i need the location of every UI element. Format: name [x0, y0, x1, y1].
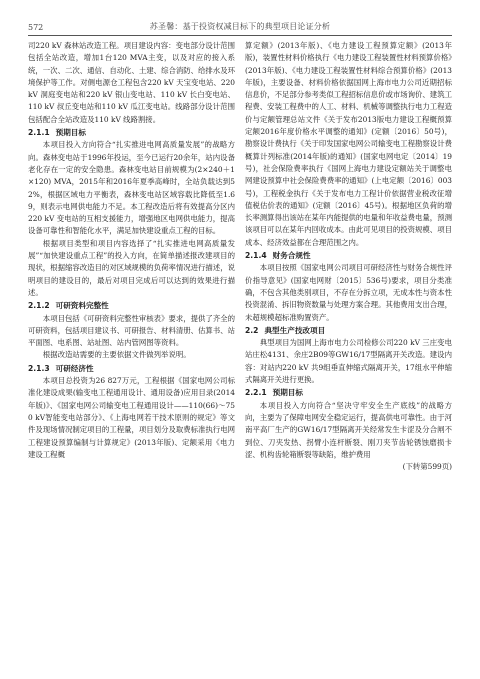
paragraph: 本项目总投资为26 827万元，工程根据《国家电网公司标准化建设成果(输变电工程通用设计、通用设备)应用目录(2014年版)》、《国家电网公司输变电工程通用设计——110(66)～750 kV智能变电站部分》、《上海电网若干技术原则的规定》等文件及现场情况制定项目的工程量，项目划分及取费标准执行电网工程建设预算编制与计算规定》(2013年版)、定额采用《电力建设工程概 — [28, 376, 235, 459]
section-title: 预期目标 — [55, 128, 86, 138]
section-number: 2.2 — [245, 325, 259, 335]
section-title: 预期目标 — [272, 388, 303, 398]
left-column — [28, 40, 235, 473]
paragraph: 本项目投入方向符合“扎实推进电网高质量发展”的战略方向。森林变电站于1996年投运，至今已运行20余年，站内设备老化存在一定的安全隐患。森林变电站目前规模为(2×240＋1×120) MVA，2015年和2016年夏季高峰时，全站负载达到52%，根据区域电力平衡表，森林变电站区域容载比降低至1.69，则表示电网供电能力不足。本工程改造后将有效提高分区内220 kV 变电站的互相支援能力，增强地区电网供电能力，提高设备可靠性和智能化水平，满足加快建设重点工程的目标。 — [28, 140, 235, 236]
section-heading — [28, 300, 235, 312]
running-title: 苏圣馨：基于投资权减目标下的典型项目论证分析 — [149, 22, 331, 31]
section-number: 2.1.3 — [28, 363, 50, 373]
paragraph: 本项目按照《国家电网公司项目可研经济性与财务合规性评价指导意见》(国家电网财〔2015〕536号)要求，项目分类准确，不包含其他类别项目，不存在分拆立项，无成本性与资本性投资混淆、拆旧物资数量与处理方案合理。其他费用支出合理，未超规模超标准购置资产。 — [245, 263, 452, 322]
paragraph: 本项目投入方向符合“坚决守牢安全生产底线”的战略方向，主要为了保障电网安全稳定运行，提高供电可靠性。由于河南平高厂生产的GW16/17型隔离开关经常发生卡涩及分合闸不到位、刀夹发热、拐臂小连杆断裂、刚刀夹节齿轮锈蚀磨损卡涩、机构齿轮箱断裂等缺陷，维护费用 — [245, 400, 452, 459]
section-title: 可研资料完整性 — [55, 301, 109, 311]
paragraph: 本项目包括《可研资料完整性审核表》要求，提供了齐全的可研资料，包括项目建议书、可研报告、材料清册、估算书、站平面图、电系图、站址图、站内管网图等资料。 — [28, 313, 235, 348]
section-number: 2.1.4 — [245, 251, 267, 261]
continuation-note: (下转第599页) — [402, 462, 452, 472]
paragraph: 算定额》(2013年版)、《电力建设工程预算定额》(2013年版)，装置性材料价格执行《电力建设工程装置性材料预算价格》(2013年版)、《电力建设工程装置性材料综合预算价格》(2013年版)，主要设备、材料价格依据国网上海市电力公司近期招标信息价，不足部分参考类似工程招标信息价或市场询价、建筑工程费、安装工程费中的人工、材料、机械等调整执行电力工程造价与定额管理总站文件《关于发布2013版电力建设工程概预算定额2016年度价格水平调整的通知》(定额〔2016〕50号)，勘察设计费执行《关于印发国家电网公司输变电工程勘察设计费概算计列标准(2014年版)的通知》(国家电网电定〔2014〕19号)，社会保险费率执行《国网上海电力建设定额站关于调整电网建设预算中社会保险费费率的通知》(上电定额〔2016〕003号)，工程税金执行《关于发布电力工程计价依据营业税改征增值税估价表的通知》(定额〔2016〕45号)。根据地区负荷的增长率测算得出该站在某年内能提供的电量和年收益费电量，预测该项目可以在某年内回收成本。由此可见项目的投资规模、项目成本、经济效益都在合理范围之内。 — [245, 41, 452, 247]
section-title: 财务合规性 — [272, 251, 311, 261]
section-heading — [245, 387, 452, 399]
section-heading — [28, 363, 235, 375]
section-title: 典型生产技改项目 — [264, 325, 326, 335]
running-header — [28, 14, 452, 36]
section-number: 2.1.1 — [28, 128, 50, 138]
section-heading — [245, 250, 452, 262]
section-number: 2.1.2 — [28, 301, 50, 311]
section-title: 可研经济性 — [55, 363, 94, 373]
body-columns — [28, 40, 452, 473]
page-number: 572 — [28, 23, 44, 32]
paragraph: 根据项目类型和项目内容选择了“扎实推进电网高质量发展”“加快建设重点工程”的投入方向，在简单描述报改建项目的现状，根据缩容改造目的对区域规模的负荷率情况进行描述，说明项目的建设目的，最后对项目完成后可以达到的效果进行描述。 — [28, 238, 235, 297]
paragraph: 典型项目为国网上海市电力公司检修公司220 kV 三庄变电站庄松4131、余庄2B09等GW16/17型隔离开关改造。建设内容：对站内220 kV 共9组垂直伸缩式隔离开关，17组水平伸缩式隔离开关进行更换。 — [245, 338, 452, 385]
section-heading — [28, 127, 235, 139]
right-column — [245, 40, 452, 473]
section-number: 2.2.1 — [245, 388, 267, 398]
section-heading — [245, 325, 452, 337]
paragraph: 根据改造站需要的主要依据文件做列举说明。 — [42, 350, 191, 360]
paragraph: 司220 kV 森林站改造工程。项目建设内容：变电部分设计范围包括全站改造，增加1台120 MVA主变，以及对应的接入系统，一次、二次、通信、自动化、土建、综合消防、给排水及环境保护等工作。对侧电源仓工程包含220 kV 天宝变电站、220 kV 洞庭变电站和220 kV 银山变电站、110 kV 长白变电站、110 kV 叔丘变电站和110 kV 瓜江变电站。线路部分设计范围包括配合全站改造及110 kV 线路割接。 — [28, 41, 235, 124]
